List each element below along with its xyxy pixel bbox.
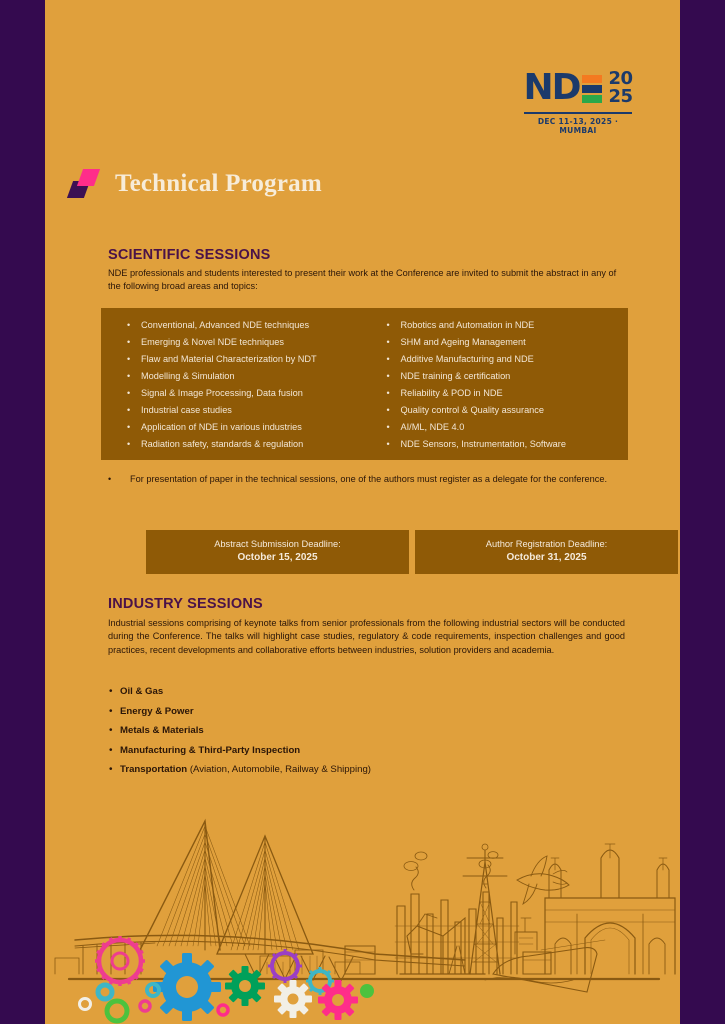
registration-note-text: For presentation of paper in the technical sessions, one of the authors must register as a delegate for the conference. [130,474,608,484]
list-item [109,706,529,717]
logo-year-top: 20 [608,68,633,89]
topic-label: Application of NDE in various industries [141,422,302,433]
industry-sessions-intro: Industrial sessions comprising of keynote talks from senior professionals from the following industrial sectors will be conducted during the Conference. The talks will highlight case studies, regulatory & code requirements, inspection challenges and good practices, recent developments and collaborative efforts between industries, solution providers and academia. [108,618,625,655]
list-item [127,320,369,331]
bullet-icon: • [127,354,131,365]
bullet-icon: • [386,422,390,433]
registration-note [108,473,628,486]
list-item [127,388,369,399]
topic-label: Quality control & Quality assurance [400,405,544,416]
tricolor-bars-icon [582,71,602,107]
bullet-icon: • [386,388,390,399]
list-item [109,725,529,736]
abstract-deadline-box [146,530,409,574]
bullet-icon: • [127,422,131,433]
registration-deadline-date: October 31, 2025 [506,551,587,563]
topic-label: Modelling & Simulation [141,371,235,382]
sector-name: Metals & Materials [120,725,204,736]
topic-label: Signal & Image Processing, Data fusion [141,388,303,399]
bullet-icon: • [109,744,113,756]
refinery-icon [345,852,551,974]
bullet-icon: • [109,705,113,717]
topics-column-right [369,320,629,450]
registration-deadline-box [415,530,678,574]
list-item [387,405,629,416]
bullet-icon: • [109,764,113,775]
bullet-icon: • [127,388,131,399]
logo-year [608,70,632,106]
mumbai-industry-skyline-illustration [45,814,680,1024]
logo-divider [524,112,632,114]
bullet-icon: • [386,439,390,450]
topics-column-left [101,320,369,450]
topic-label: Reliability & POD in NDE [400,388,503,399]
right-purple-band [680,0,725,1024]
bullet-icon: • [109,686,113,697]
topic-label: Robotics and Automation in NDE [400,320,535,330]
sector-name: Manufacturing & Third-Party Inspection [120,744,301,756]
list-item [109,745,529,756]
bullet-icon: • [386,371,390,382]
sector-name: Energy & Power [120,705,194,717]
bullet-icon: • [386,354,390,365]
topics-box [101,308,628,460]
industry-sector-list [109,686,529,784]
logo-date-text: DEC 11-13, 2025 · MUMBAI [537,117,619,135]
list-item [127,422,369,433]
topic-label: Emerging & Novel NDE techniques [141,337,284,348]
left-purple-band [0,0,45,1024]
logo-mark [519,68,637,110]
bullet-icon: • [127,371,131,382]
scientific-sessions-intro: NDE professionals and students interested to present their work at the Conference are invited to submit the abstract in any of the following broad areas and topics: [108,268,617,292]
list-item [127,337,369,348]
list-item [109,686,529,697]
abstract-deadline-label: Abstract Submission Deadline: [214,539,341,549]
content-column [45,0,680,1024]
list-item [109,764,529,775]
list-item [387,320,629,331]
topic-label: Industrial case studies [141,405,232,416]
gateway-of-india-icon [545,844,675,974]
list-item [387,354,629,365]
topic-label: Conventional, Advanced NDE techniques [141,320,310,330]
page-title: Technical Program [115,170,322,197]
list-item [387,388,629,399]
bullet-icon: • [127,320,131,330]
bullet-icon: • [127,405,131,416]
bullet-icon: • [127,337,131,348]
sector-detail: (Aviation, Automobile, Railway & Shipping) [187,764,371,775]
logo-nd-text: ND [523,67,580,108]
topic-label: AI/ML, NDE 4.0 [400,422,465,433]
topic-label: NDE training & certification [400,371,511,382]
sector-name: Oil & Gas [120,686,164,697]
list-item [387,439,629,450]
list-item [127,354,369,365]
bullet-icon: • [386,405,390,416]
list-item [387,422,629,433]
topic-label: SHM and Ageing Management [400,337,526,348]
bridge-icon [75,821,465,981]
topic-label: NDE Sensors, Instrumentation, Software [400,439,566,450]
registration-deadline-label: Author Registration Deadline: [485,539,608,549]
list-item [387,371,629,382]
nde-2025-logo [519,68,637,135]
list-item [127,405,369,416]
sector-name: Transportation [120,764,188,775]
topic-label: Additive Manufacturing and NDE [400,354,534,365]
bullet-icon: • [108,474,112,484]
bullet-icon: • [386,320,390,330]
page-title-row [69,168,322,200]
abstract-deadline-date: October 15, 2025 [237,551,318,563]
deadline-boxes [146,530,678,574]
bullet-icon: • [386,337,390,348]
list-item [387,337,629,348]
logo-year-bottom: 25 [608,86,633,107]
topic-label: Radiation safety, standards & regulation [141,439,304,450]
scientific-sessions-heading: SCIENTIFIC SESSIONS [108,247,271,263]
industry-sessions-heading: INDUSTRY SESSIONS [108,596,263,612]
list-item [127,371,369,382]
topic-label: Flaw and Material Characterization by NDT [141,354,317,365]
parallelogram-icon [69,168,99,200]
oil-pumpjack-icon [400,914,485,974]
bullet-icon: • [109,725,113,736]
list-item [127,439,369,450]
bullet-icon: • [127,439,131,450]
